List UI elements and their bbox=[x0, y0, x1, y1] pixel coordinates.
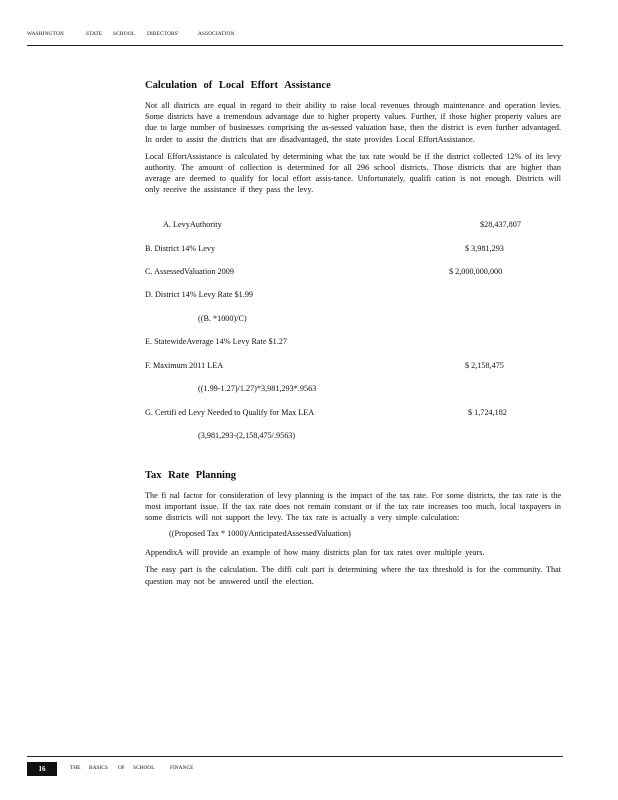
calc-row-f bbox=[145, 361, 561, 373]
header-word: DIRECTORS' bbox=[147, 31, 179, 37]
section-title-tax-rate: Tax Rate Planning bbox=[145, 469, 237, 481]
calc-value: $ 3,981,293 bbox=[465, 243, 504, 253]
footer-word: THE bbox=[70, 765, 81, 771]
header-word: WASHINGTON bbox=[27, 31, 64, 37]
calc-row-f-formula bbox=[145, 384, 561, 396]
header-word: ASSOCIATION bbox=[198, 31, 235, 37]
calc-row-e bbox=[145, 337, 561, 349]
paragraph: Not all districts are equal in regard to their ability to raise local revenues through maintenance and operation levies. Some districts have a tremendous advantage due to higher property values. Further, if those higher property values are due to large number of businesses comprising the as-sessed valuation base, then the district is even further advantaged. In order to assist the districts that are disadvantaged, the state provides Local EffortAssistance. bbox=[145, 101, 561, 144]
footer-word: SCHOOL bbox=[133, 765, 155, 771]
header-word: SCHOOL bbox=[113, 31, 136, 37]
calc-row-b bbox=[145, 244, 561, 256]
calc-label: B. District 14% Levy bbox=[145, 243, 216, 253]
calc-label: C. AssessedValuation 2009 bbox=[145, 266, 234, 276]
calc-label: A. LevyAuthority bbox=[163, 219, 222, 229]
calc-value: $28,437,807 bbox=[480, 219, 521, 229]
paragraph: Local EffortAssistance is calculated by determining what the tax rate would be if the district collected 12% of its levy authority. The amount of collection is determined for all 296 school districts. Those districts that are higher than average are deemed to qualify for local effort assis-tance. Unfortunately, qualifi cation is not enough. Districts will only receive the assistance if they pass the levy. bbox=[145, 151, 561, 195]
lea-calculation bbox=[145, 204, 561, 440]
calc-row-g-formula bbox=[145, 431, 561, 443]
calc-row-d bbox=[145, 290, 561, 302]
page-number: 16 bbox=[27, 762, 57, 776]
calc-value: $ 1,724,182 bbox=[468, 407, 507, 417]
header-rule bbox=[27, 45, 563, 46]
section-title-lea: Calculation of Local Effort Assistance bbox=[145, 80, 331, 91]
calc-row-g bbox=[145, 408, 561, 420]
calc-row-c bbox=[145, 267, 561, 279]
calc-formula: ((B. *1000)/C) bbox=[198, 313, 247, 323]
calc-label: E. StatewideAverage 14% Levy Rate $1.27 bbox=[145, 336, 287, 346]
paragraph: The easy part is the calculation. The diffi cult part is determining where the tax threshold is for the community. That question may not be answered until the election. bbox=[145, 565, 561, 586]
calc-row-a bbox=[145, 220, 561, 232]
paragraph: The fi nal factor for consideration of levy planning is the impact of the tax rate. For some districts, the tax rate is the most important issue. If the tax rate does not remain constant or if the tax rate increases too much, local taxpayers in some districts will not support the levy. The tax rate is actually a very simple calculation: bbox=[145, 490, 561, 523]
footer-word: BASICS bbox=[89, 765, 108, 771]
calc-value: $ 2,158,475 bbox=[465, 360, 504, 370]
footer-word: FINANCE bbox=[170, 765, 194, 771]
calc-formula: (3,981,293-(2,158,475/.9563) bbox=[198, 430, 296, 440]
tax-rate-formula: ((Proposed Tax * 1000)/AnticipatedAssessedValuation) bbox=[169, 529, 351, 539]
calc-label: D. District 14% Levy Rate $1.99 bbox=[145, 289, 254, 299]
calc-label: G. Certifi ed Levy Needed to Qualify for Max LEA bbox=[145, 407, 315, 417]
running-header bbox=[27, 31, 563, 45]
header-word: STATE bbox=[86, 31, 103, 37]
footer-rule bbox=[27, 756, 563, 757]
calc-row-d-formula bbox=[145, 314, 561, 326]
page-content bbox=[145, 80, 561, 593]
calc-label: F. Maximum 2011 LEA bbox=[145, 360, 224, 370]
footer-word: OF bbox=[118, 765, 125, 771]
calc-value: $ 2,000,000,000 bbox=[449, 266, 503, 276]
paragraph: AppendixA will provide an example of how many districts plan for tax rates over multiple years. bbox=[145, 548, 485, 558]
calc-formula: ((1.99-1.27)/1.27)*3,981,293*.9563 bbox=[198, 383, 317, 393]
